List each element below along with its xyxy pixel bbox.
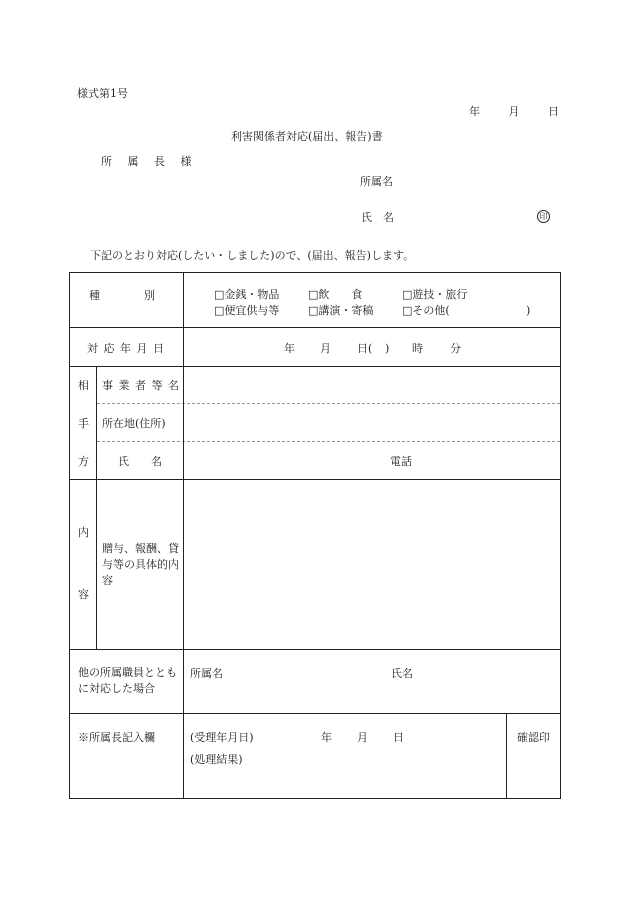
- received-year: 年: [321, 731, 332, 744]
- date-year-label: 年: [469, 105, 480, 118]
- supervisor-label: ※所属長記入欄: [78, 731, 155, 744]
- content-side-label-2: 容: [78, 588, 89, 601]
- date-label: 対 応 年 月 日: [87, 342, 165, 355]
- option-food[interactable]: □飲 食: [308, 288, 363, 301]
- option-other-close: ): [526, 304, 531, 317]
- form-number: 様式第1号: [77, 87, 128, 100]
- party-side-label-2: 手: [78, 417, 89, 430]
- row-divider: [70, 713, 560, 714]
- affiliation-label: 所属名: [360, 175, 393, 188]
- party-side-label-1: 相: [78, 379, 89, 392]
- others-name-label: 氏名: [391, 667, 413, 680]
- date-day-label: 日: [548, 105, 559, 118]
- row-divider: [70, 366, 560, 367]
- addressee: 所 属 長 様: [101, 155, 198, 168]
- others-label: 他の所属職員とともに対応した場合: [78, 666, 177, 695]
- header-date: [469, 106, 559, 117]
- report-form-table: [69, 272, 561, 799]
- date-day: 日(: [357, 342, 373, 355]
- seal-mark: 印: [537, 210, 550, 223]
- date-hour: 時: [412, 342, 423, 355]
- side-column-divider: [96, 366, 97, 649]
- party-side-label-3: 方: [78, 455, 89, 468]
- confirm-seal-label: 確認印: [517, 731, 550, 744]
- others-affiliation-label: 所属名: [190, 667, 223, 680]
- document-title: 利害関係者対応(届出、報告)書: [231, 130, 383, 143]
- business-name-label: 事 業 者 等 名: [102, 379, 180, 392]
- date-month: 月: [320, 342, 331, 355]
- received-date-label: (受理年月日): [190, 731, 254, 744]
- seal-column-divider: [506, 713, 507, 798]
- party-name-label: 氏 名: [118, 455, 162, 468]
- result-label: (処理結果): [190, 753, 243, 766]
- address-label: 所在地(住所): [102, 417, 166, 430]
- date-dow-close: ): [385, 342, 390, 355]
- option-lecture[interactable]: □講演・寄稿: [308, 304, 374, 317]
- type-label: 種 別: [89, 289, 155, 302]
- date-month-label: 月: [508, 105, 520, 118]
- date-minute: 分: [450, 342, 461, 355]
- content-detail-label: 贈与、報酬、貸与等の具体的内容: [102, 542, 179, 587]
- row-divider-dashed: [97, 441, 560, 442]
- row-divider: [70, 479, 560, 480]
- date-year: 年: [284, 342, 295, 355]
- received-day: 日: [393, 731, 404, 744]
- row-divider: [70, 649, 560, 650]
- name-label: 氏 名: [361, 211, 394, 224]
- column-divider: [183, 273, 184, 798]
- content-side-label-1: 内: [78, 526, 89, 539]
- phone-label: 電話: [390, 455, 412, 468]
- option-money[interactable]: □金銭・物品: [214, 288, 280, 301]
- intro-text: 下記のとおり対応(したい・しました)ので、(届出、報告)します。: [90, 249, 415, 262]
- row-divider: [70, 327, 560, 328]
- row-divider-dashed: [97, 403, 560, 404]
- received-month: 月: [357, 731, 368, 744]
- option-entertainment[interactable]: □遊技・旅行: [402, 288, 468, 301]
- option-other[interactable]: □その他(: [402, 304, 450, 317]
- option-benefit[interactable]: □便宜供与等: [214, 304, 280, 317]
